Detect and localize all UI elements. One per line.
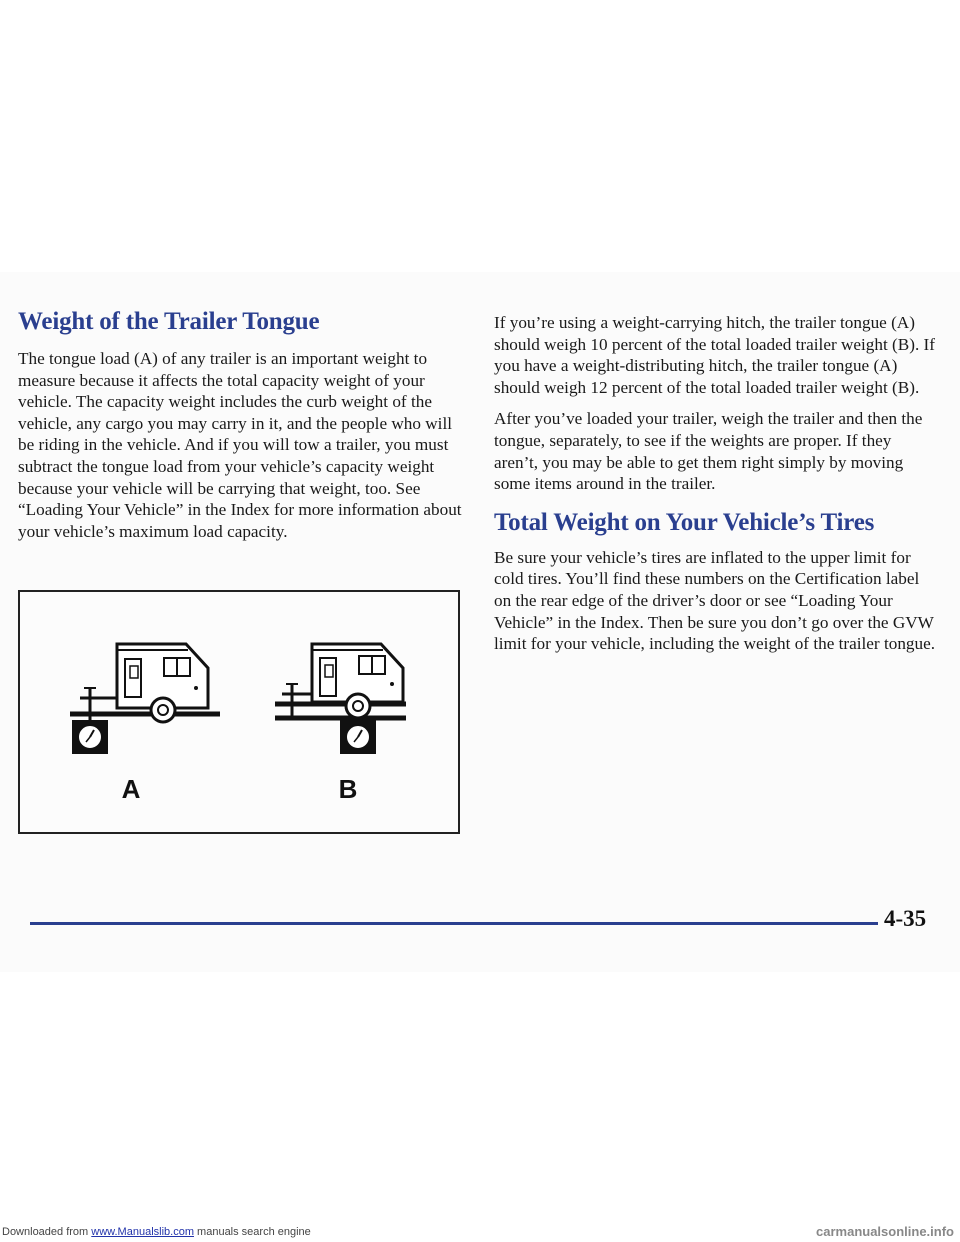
- tire-inflation-paragraph: Be sure your vehicle’s tires are inflated to the upper limit for cold tires. You’ll find these numbers on the Certification label on the rear edge of the driver’s door or see “Loading Your Vehicle” in the Index. Then be sure you don’t go over the GVW limit for your vehicle, including the weight of the trailer tongue.: [494, 547, 936, 654]
- watermark-text: carmanualsonline.info: [816, 1224, 954, 1239]
- footer-prefix: Downloaded from: [2, 1226, 89, 1238]
- trailer-b-drawing: [275, 644, 406, 754]
- footer-suffix: manuals search engine: [197, 1226, 311, 1238]
- manualslib-link[interactable]: www.Manualslib.com: [91, 1226, 194, 1238]
- tongue-load-paragraph: The tongue load (A) of any trailer is an important weight to measure because it affects the total capacity weight of your vehicle. The capacity weight includes the curb weight of the vehicle, any cargo you may carry in it, and the people who will be riding in the vehicle. And if you will tow a trailer, you must subtract the tongue load from your vehicle’s capacity weight because your vehicle will be carrying that weight, too. See “Loading Your Vehicle” in the Index for more information about your vehicle’s maximum load capacity.: [18, 349, 462, 541]
- trailer-illustration: [20, 592, 458, 832]
- trailer-tongue-figure: [18, 590, 460, 834]
- section-heading-trailer-tongue: Weight of the Trailer Tongue: [18, 308, 320, 335]
- weigh-trailer-paragraph: After you’ve loaded your trailer, weigh the trailer and then the tongue, separately, to see if the weights are proper. If they aren’t, you may be able to get them right simply by moving some items around in the trailer.: [494, 409, 923, 494]
- page-number: 4-35: [884, 906, 927, 931]
- right-column: [494, 312, 938, 655]
- trailer-a-drawing: [70, 644, 220, 754]
- left-column: [18, 308, 464, 542]
- figure-label-a: A: [121, 774, 141, 804]
- section-heading-total-weight: Total Weight on Your Vehicle’s Tires: [494, 508, 875, 536]
- footer-rule: [30, 922, 878, 925]
- hitch-weight-paragraph: If you’re using a weight-carrying hitch, the trailer tongue (A) should weigh 10 percent of the total loaded trailer weight (B). If you have a weight-distributing hitch, the trailer tongue (A) should weigh 12 percent of the total loaded trailer weight (B).: [494, 313, 936, 397]
- figure-label-b: B: [338, 774, 358, 804]
- footer-source: [2, 1226, 311, 1238]
